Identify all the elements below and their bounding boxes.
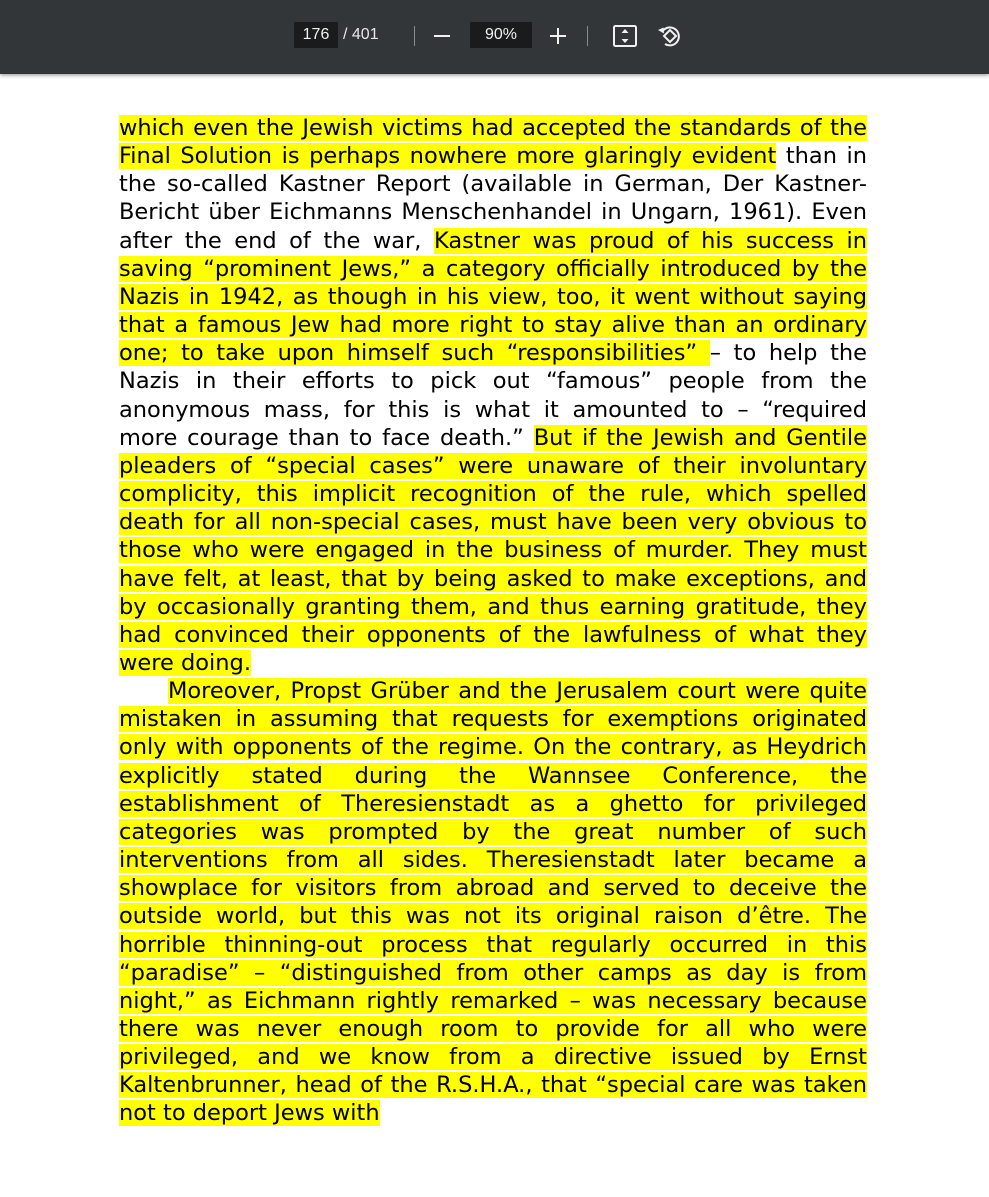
pdf-toolbar	[0, 0, 989, 74]
rotate-icon	[655, 22, 683, 50]
zoom-in-button[interactable]	[546, 24, 570, 48]
zoom-out-button[interactable]	[430, 24, 454, 48]
paragraph	[119, 677, 867, 1128]
body-text: than in the so-called Kastner Report (available in German, Der Kastner-Bericht über Eichmanns Menschenhandel in Ungarn, 1961). Even after the end of the war,	[119, 143, 868, 254]
fit-to-page-button[interactable]	[612, 23, 638, 49]
highlighted-text: Moreover, Propst Grüber and the Jerusalem court were quite mistaken in assuming that requests for exemptions originated only with opponents of the regime. On the contrary, as Heydrich explicitly stated during the Wannsee Conference, the establishment of Theresienstadt as a ghetto for privileged categories was prompted by the great number of such interventions from all sides. Theresienstadt later became a showplace for visitors from abroad and served to deceive the outside world, but this was not its original raison d’être. The horrible thinning-out process that regularly occurred in this “paradise” – “distinguished from other camps as day is from night,” as Eichmann rightly remarked – was necessary because there was never enough room to provide for all who were privileged, and we know from a directive issued by Ernst Kaltenbrunner, head of the R.S.H.A., that “special care was taken not to deport Jews with	[119, 678, 867, 1127]
toolbar-divider	[414, 26, 415, 46]
body-text: – to help the Nazis in their efforts to pick out “famous” people from the anonymous mass, for this is what it amounted to – “required more courage than to face death.”	[119, 340, 867, 451]
highlighted-text: which even the Jewish victims had accepted the standards of the Final Solution is perhaps nowhere more glaringly evident	[119, 115, 867, 170]
paragraph	[119, 114, 867, 677]
fit-page-icon	[612, 23, 638, 49]
highlighted-text: Kastner was proud of his success in saving “prominent Jews,” a category officially introduced by the Nazis in 1942, as though in his view, too, it went without saying that a famous Jew had more right to stay alive than an ordinary one; to take upon himself such “responsibilities”	[119, 227, 867, 367]
highlighted-text: But if the Jewish and Gentile pleaders of “special cases” were unaware of their involuntary complicity, this implicit recognition of the rule, which spelled death for all non-special cases, must have been very obvious to those who were engaged in the business of murder. They must have felt, at least, that by being asked to make exceptions, and by occasionally granting them, and thus earning gratitude, they had convinced their opponents of the lawfulness of what they were doing.	[119, 424, 868, 676]
toolbar-divider	[587, 26, 588, 46]
rotate-button[interactable]	[655, 22, 683, 50]
document-page	[119, 114, 867, 1128]
page-total: / 401	[343, 26, 379, 43]
zoom-level-input[interactable]: 90%	[470, 22, 532, 48]
page-number-input[interactable]: 176	[294, 22, 338, 48]
